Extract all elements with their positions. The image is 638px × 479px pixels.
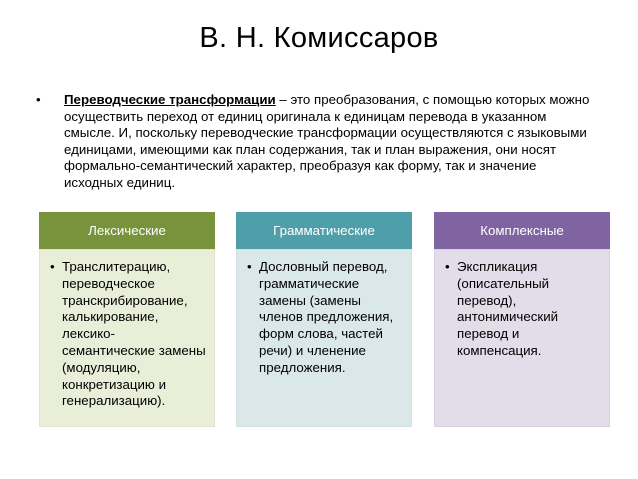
definition-term: Переводческие трансформации — [64, 92, 276, 107]
column-header-grammatical: Грамматические — [236, 212, 412, 249]
list-item: • Транслитерацию, переводческое транскрибирование, калькирование, лексико-семантические замены (модуляцию, конкретизацию и генерализацию). — [62, 259, 206, 410]
bullet-marker: • — [36, 92, 41, 107]
column-body-lexical — [39, 249, 215, 427]
column-body-complex — [434, 249, 610, 427]
column-lexical — [39, 212, 215, 427]
column-grammatical — [236, 212, 412, 427]
column-body-grammatical — [236, 249, 412, 427]
definition-body: – это преобразования, с помощью которых можно осуществить переход от единиц оригинала к единицам перевода в указанном смысле. И, поскольку переводческие трансформации осуществляются с языковыми единицами, имеющими как план содержания, так и план выражения, они носят формально-семантический характер, преобразуя как форму, так и значение исходных единиц. — [64, 92, 590, 190]
definition-text — [64, 92, 596, 192]
column-complex — [434, 212, 610, 427]
column-header-complex: Комплексные — [434, 212, 610, 249]
column-header-lexical: Лексические — [39, 212, 215, 249]
list-item: • Экспликация (описательный перевод), антонимический перевод и компенсация. — [457, 259, 601, 360]
slide-title: В. Н. Комиссаров — [199, 22, 439, 54]
list-item: • Дословный перевод, грамматические замены (замены членов предложения, форм слова, частей речи) и членение предложения. — [259, 259, 403, 377]
definition-bullet — [36, 92, 596, 192]
